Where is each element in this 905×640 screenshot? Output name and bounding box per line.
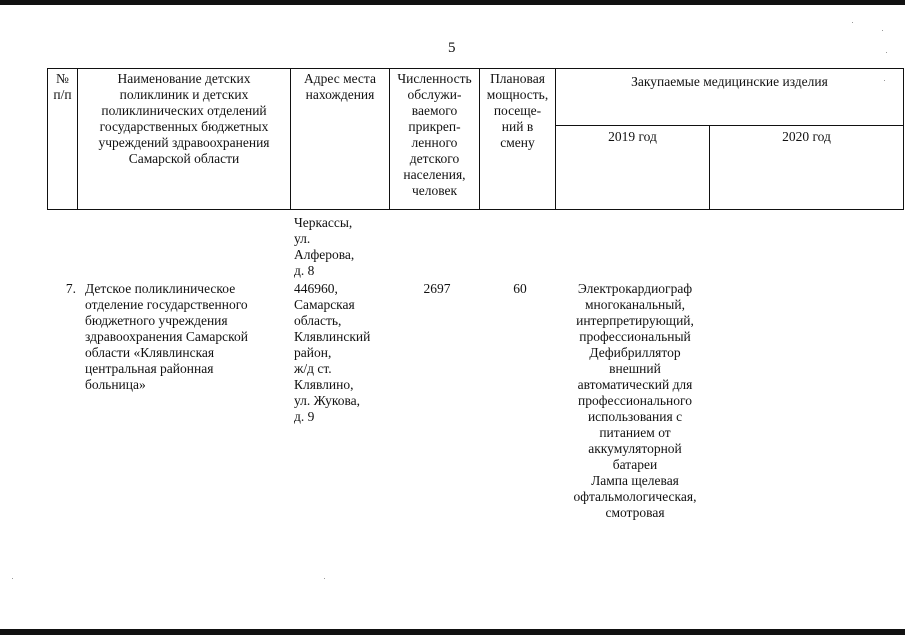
prev-row-address-tail: Черкассы, ул. Алферова, д. 8 [294,215,355,278]
header-year-2019: 2019 год [556,126,710,210]
scan-edge-bottom [0,629,905,635]
row-institution-name: Детское поликлиническое отделение государственного бюджетного учреждения здравоохранения Самарской области «Клявлинская центральная районная больница» [85,281,248,392]
table-header [47,68,904,210]
row-address: 446960, Самарская область, Клявлинский район, ж/д ст. Клявлино, ул. Жукова, д. 9 [294,281,371,424]
scan-speck [882,30,883,31]
header-year-2020: 2020 год [710,126,904,210]
scan-speck [12,578,13,579]
page-number: 5 [448,40,456,56]
row-number: 7. [65,281,76,296]
row-capacity: 60 [513,281,527,296]
header-num: № п/п [48,69,78,210]
scan-edge-top [0,0,905,5]
row-items-2019: Электрокардиограф многоканальный, интерпретирующий, профессиональный Дефибриллятор внешний автоматический для профессионального использования с питанием от аккумуляторной батареи Лампа щелевая офтальмологическая, смотровая [573,281,697,520]
row-population: 2697 [423,281,451,296]
header-address: Адрес места нахождения [291,69,390,210]
header-items-group: Закупаемые медицинские изделия [556,69,904,126]
header-name: Наименование детских поликлиник и детских поликлинических отделений государственных бюджетных учреждений здравоохранения Самарской области [78,69,291,210]
header-capacity: Плановая мощность, посеще- ний в смену [480,69,556,210]
scan-speck [884,80,885,81]
scan-speck [852,22,853,23]
scan-speck [886,52,887,53]
header-population: Численность обслужи- ваемого прикреп- ленного детского населения, человек [390,69,480,210]
scan-speck [324,578,325,579]
